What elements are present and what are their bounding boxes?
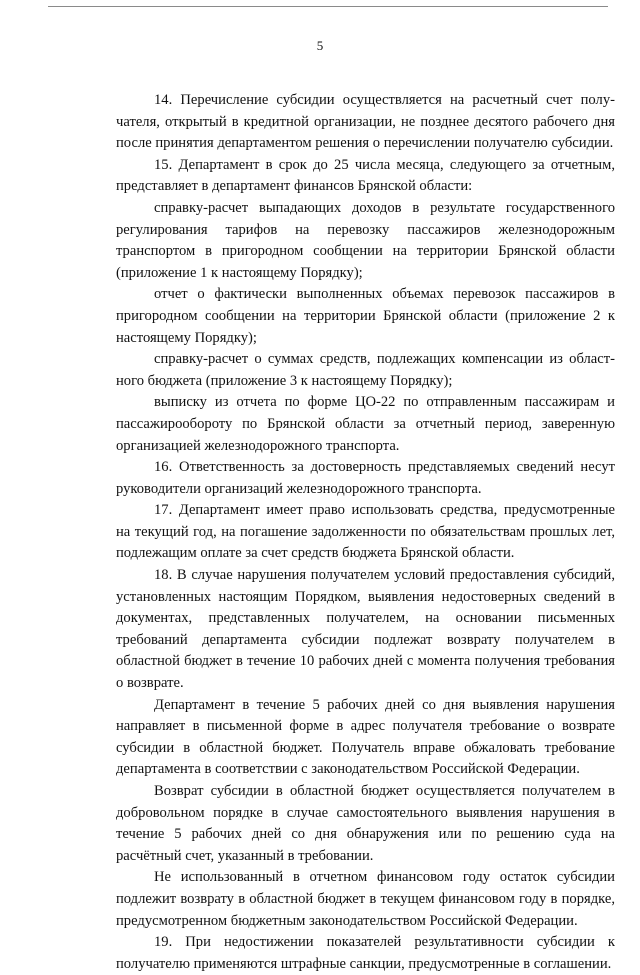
paragraph-15-item-3: справку-расчет о суммах средств, подлежащих компенсации из областного бюджета (приложение 3 к настоящему Порядку); bbox=[116, 351, 615, 389]
page-number: 5 bbox=[316, 38, 324, 53]
paragraph-17: 17. Департамент имеет право использовать средства, предусмотренные на текущий год, на погашение задолженности по обязательствам прошлых лет, подлежащим оплате за счет средств бюджета Брянской области. bbox=[116, 502, 615, 562]
document-body bbox=[116, 90, 615, 975]
paragraph-15-item-4: выписку из отчета по форме ЦО-22 по отправленным пассажирам и пассажирообороту по Брянской области за отчетный период, заверенную организацией железнодорожного транспорта. bbox=[116, 394, 615, 454]
paragraph-19: 19. При недостижении показателей результативности субсидии к получателю применяются штрафные санкции, предусмотренные в соглашении. bbox=[116, 934, 615, 972]
paragraph-18-notice: Департамент в течение 5 рабочих дней со дня выявления нарушения направляет в письменной форме в адрес получателя требование о возврате субсидии в областной бюджет. Получатель вправе обжаловать требование департамента в соответствии с законодательством Российской Федерации. bbox=[116, 696, 615, 778]
paragraph-15-item-1: справку-расчет выпадающих доходов в результате государственного регулирования тарифов на перевозку пассажиров железнодорожным транспортом в пригородном сообщении на территории Брянской области (приложение 1 к настоящему Порядку); bbox=[116, 199, 615, 281]
paragraph-18: 18. В случае нарушения получателем условий предоставления субсидий, установленных настоящим Порядком, выявления недостоверных сведений в документах, представленных получателем, на основании письменных требований департамента субсидии подлежат возврату получателем в областной бюджет в течение 10 рабочих дней с момента получения требования о возврате. bbox=[116, 567, 615, 692]
paragraph-14: 14. Перечисление субсидии осуществляется на расчетный счет получателя, открытый в кредитной организации, не позднее десятого рабочего дня после принятия департаментом решения о перечислении получателю субсидии. bbox=[116, 92, 615, 152]
paragraph-16: 16. Ответственность за достоверность представляемых сведений несут руководители организаций железнодорожного транспорта. bbox=[116, 459, 615, 497]
paragraph-15: 15. Департамент в срок до 25 числа месяца, следующего за отчетным, представляет в департамент финансов Брянской области: bbox=[116, 156, 615, 195]
paragraph-18-unused-balance: Не использованный в отчетном финансовом году остаток субсидии подлежит возврату в областной бюджет в текущем финансовом году в порядке, предусмотренном бюджетным законодательством Российской Федерации. bbox=[116, 869, 615, 929]
paragraph-15-item-2: отчет о фактически выполненных объемах перевозок пассажиров в пригородном сообщении на территории Брянской области (приложение 2 к настоящему Порядку); bbox=[116, 286, 615, 346]
top-border-line bbox=[48, 6, 608, 7]
paragraph-18-voluntary-return: Возврат субсидии в областной бюджет осуществляется получателем в добровольном порядке в случае самостоятельного выявления нарушения в течение 5 рабочих дней со дня обнаружения или по решению суда на расчётный счет, указанный в требовании. bbox=[116, 783, 615, 864]
